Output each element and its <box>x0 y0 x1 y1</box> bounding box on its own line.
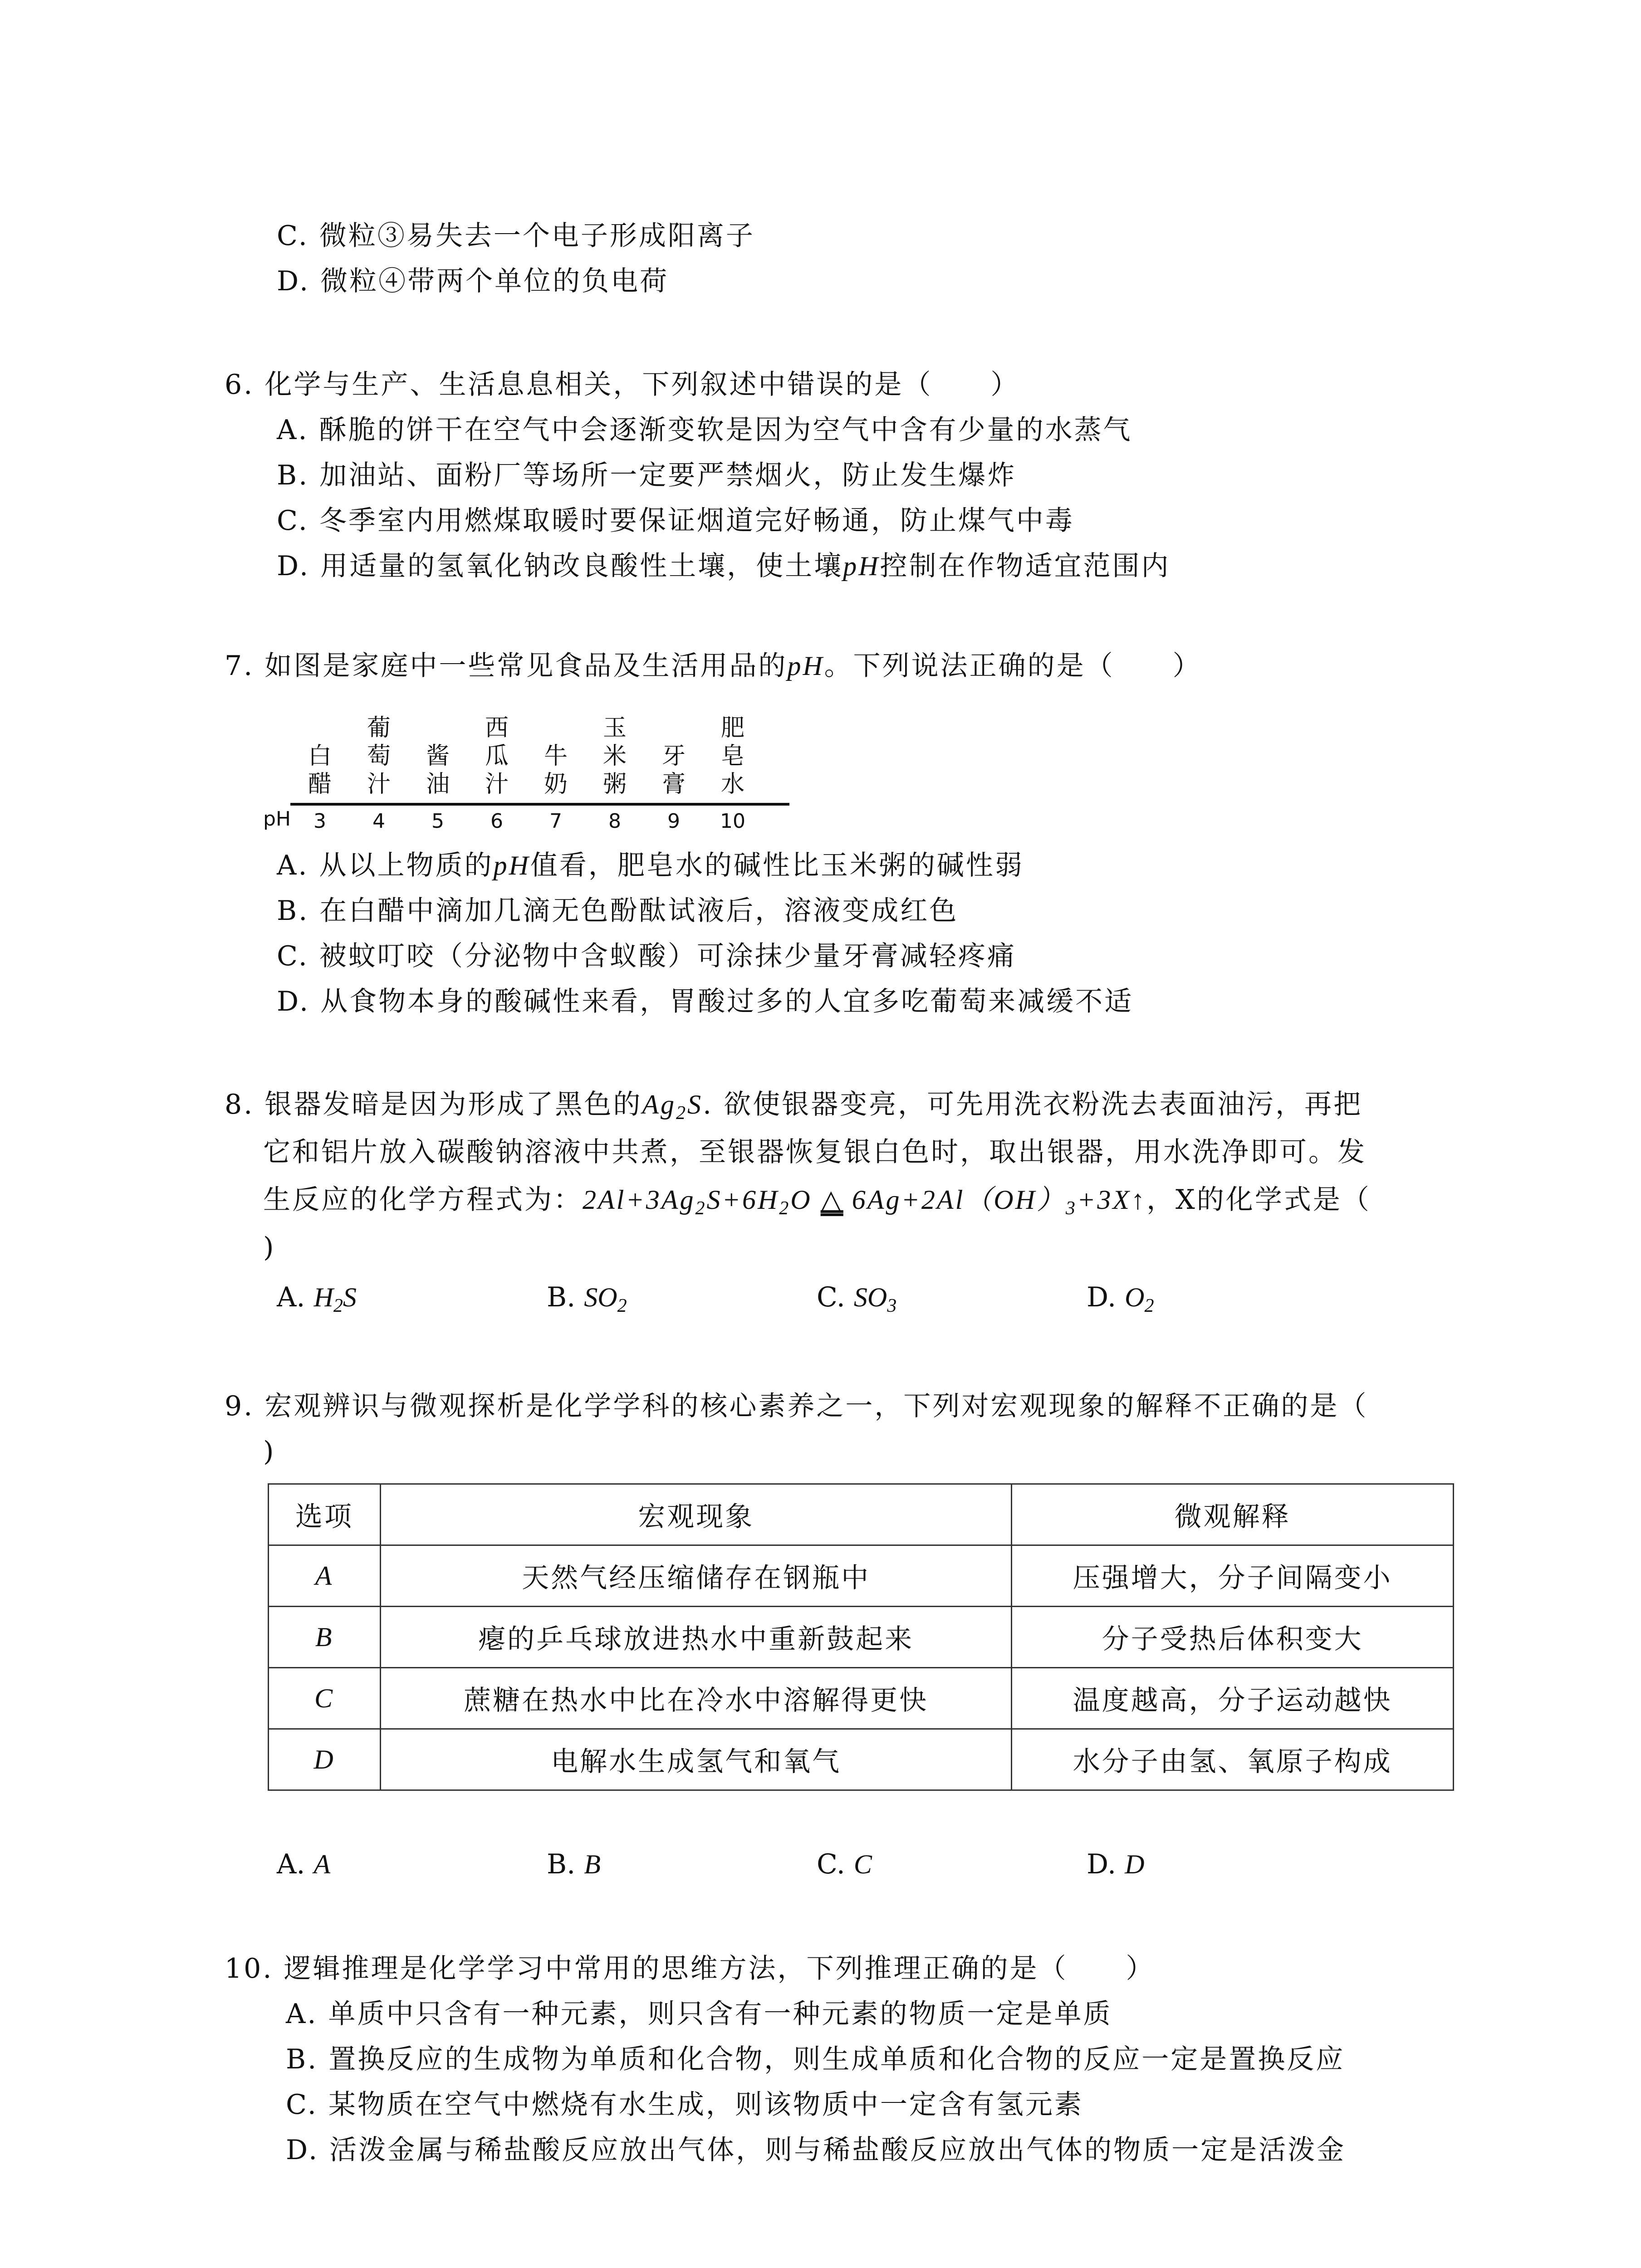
header-option: 选项 <box>269 1484 381 1545</box>
q5-option-d: D. 微粒④带两个单位的负电荷 <box>277 265 669 297</box>
q9-option-a: A. A <box>277 1848 331 1880</box>
q10-option-b: B. 置换反应的生成物为单质和化合物，则生成单质和化合物的反应一定是置换反应 <box>286 2043 1345 2075</box>
table-cell: C <box>269 1668 381 1729</box>
ph-tick-label: 7 <box>549 810 562 833</box>
q6-option-d: D. 用适量的氢氧化钠改良酸性土壤，使土壤pH控制在作物适宜范围内 <box>277 550 1171 582</box>
table-row <box>269 1545 1454 1607</box>
q8-option-b: B. $SO_2$ <box>547 1281 627 1316</box>
ph-item-label: 酱油 <box>426 743 450 798</box>
q7-option-a: A. 从以上物质的pH值看，肥皂水的碱性比玉米粥的碱性弱 <box>277 850 1024 881</box>
q7-option-b: B. 在白醋中滴加几滴无色酚酞试液后，溶液变成红色 <box>277 895 959 927</box>
table-cell: 分子受热后体积变大 <box>1012 1607 1454 1668</box>
ph-tick-label: 9 <box>667 810 680 833</box>
ph-axis-label: pH <box>263 807 291 831</box>
q8-option-c: C. $SO_3$ <box>817 1281 897 1316</box>
table-row <box>269 1607 1454 1668</box>
q6-option-c: C. 冬季室内用燃煤取暖时要保证烟道完好畅通，防止煤气中毒 <box>277 505 1074 537</box>
ph-axis <box>290 803 789 806</box>
q7-option-c: C. 被蚊叮咬（分泌物中含蚁酸）可涂抹少量牙膏减轻疼痛 <box>277 940 1016 972</box>
ph-item-label: 肥皂水 <box>720 714 745 798</box>
header-macro: 宏观现象 <box>381 1484 1012 1545</box>
ph-tick-label: 3 <box>314 810 326 833</box>
ph-scale-figure <box>263 701 798 846</box>
ph-tick-label: 10 <box>720 810 745 833</box>
ph-item-label: 牙膏 <box>661 743 686 798</box>
q7-stem: 7. 如图是家庭中一些常见食品及生活用品的pH。下列说法正确的是（ ） <box>225 650 1202 682</box>
q8-line-2: 它和铝片放入碳酸钠溶液中共煮，至银器恢复银白色时，取出银器，用水洗净即可。发 <box>263 1136 1367 1168</box>
q5-option-c: C. 微粒③易失去一个电子形成阳离子 <box>277 220 755 252</box>
table-cell: 水分子由氢、氧原子构成 <box>1012 1729 1454 1790</box>
q10-option-d: D. 活泼金属与稀盐酸反应放出气体，则与稀盐酸反应放出气体的物质一定是活泼金 <box>286 2134 1346 2166</box>
table-cell: 温度越高，分子运动越快 <box>1012 1668 1454 1729</box>
q6-option-b: B. 加油站、面粉厂等场所一定要严禁烟火，防止发生爆炸 <box>277 459 1017 491</box>
q8-line-1: 8. 银器发暗是因为形成了黑色的$Ag_2S$. 欲使银器变亮，可先用洗衣粉洗去表面油污，再把 <box>225 1089 1363 1124</box>
table-header-row <box>269 1484 1454 1545</box>
ph-tick-label: 6 <box>490 810 503 833</box>
q9-table <box>268 1483 1454 1791</box>
q8-line-3: 生反应的化学方程式为：$2Al+3Ag_2S+6H_2O$ △ $6Ag+2Al(OH)_3+3X↑$，X的化学式是（ <box>263 1182 1371 1227</box>
table-cell: D <box>269 1729 381 1790</box>
ph-item-label: 牛奶 <box>544 743 568 798</box>
table-cell: B <box>269 1607 381 1668</box>
q8-line-4: ) <box>263 1232 276 1263</box>
ph-tick-label: 4 <box>372 810 385 833</box>
table-cell: A <box>269 1545 381 1607</box>
table-cell: 瘪的乒乓球放进热水中重新鼓起来 <box>381 1607 1012 1668</box>
q9-option-c: C. C <box>817 1848 872 1880</box>
heat-symbol: △ <box>820 1185 843 1215</box>
q6-stem: 6. 化学与生产、生活息息相关，下列叙述中错误的是（ ） <box>225 369 1020 401</box>
table-cell: 电解水生成氢气和氧气 <box>381 1729 1012 1790</box>
q10-stem: 10. 逻辑推理是化学学习中常用的思维方法，下列推理正确的是（ ） <box>225 1953 1155 1984</box>
equation: $2Al+3Ag_2S+6H_2O$ △ $6Ag+2Al(OH)_3+3X↑$ <box>583 1185 1146 1215</box>
q9-option-b: B. B <box>547 1848 601 1880</box>
q9-stem: 9. 宏观辨识与微观探析是化学学科的核心素养之一，下列对宏观现象的解释不正确的是（ <box>225 1390 1368 1422</box>
q8-option-d: D. $O_2$ <box>1087 1281 1154 1316</box>
ph-item-label: 玉米粥 <box>603 714 627 798</box>
ph-item-label: 白醋 <box>308 743 332 798</box>
q10-option-c: C. 某物质在空气中燃烧有水生成，则该物质中一定含有氢元素 <box>286 2089 1083 2121</box>
table-row <box>269 1668 1454 1729</box>
q7-option-d: D. 从食物本身的酸碱性来看，胃酸过多的人宜多吃葡萄来减缓不适 <box>277 986 1134 1017</box>
header-micro: 微观解释 <box>1012 1484 1454 1545</box>
ph-item-label: 葡萄汁 <box>367 714 391 798</box>
q9-option-d: D. D <box>1087 1848 1145 1880</box>
table-cell: 蔗糖在热水中比在冷水中溶解得更快 <box>381 1668 1012 1729</box>
ph-item-label: 西瓜汁 <box>485 714 509 798</box>
ph-tick-label: 5 <box>431 810 444 833</box>
q10-option-a: A. 单质中只含有一种元素，则只含有一种元素的物质一定是单质 <box>286 1998 1112 2030</box>
table-cell: 压强增大，分子间隔变小 <box>1012 1545 1454 1607</box>
table-cell: 天然气经压缩储存在钢瓶中 <box>381 1545 1012 1607</box>
q9-stem-2: ) <box>263 1436 276 1467</box>
table-row <box>269 1729 1454 1790</box>
q6-option-a: A. 酥脆的饼干在空气中会逐渐变软是因为空气中含有少量的水蒸气 <box>277 414 1132 446</box>
ph-tick-label: 8 <box>608 810 621 833</box>
q8-option-a: A. $H_2S$ <box>277 1281 357 1316</box>
